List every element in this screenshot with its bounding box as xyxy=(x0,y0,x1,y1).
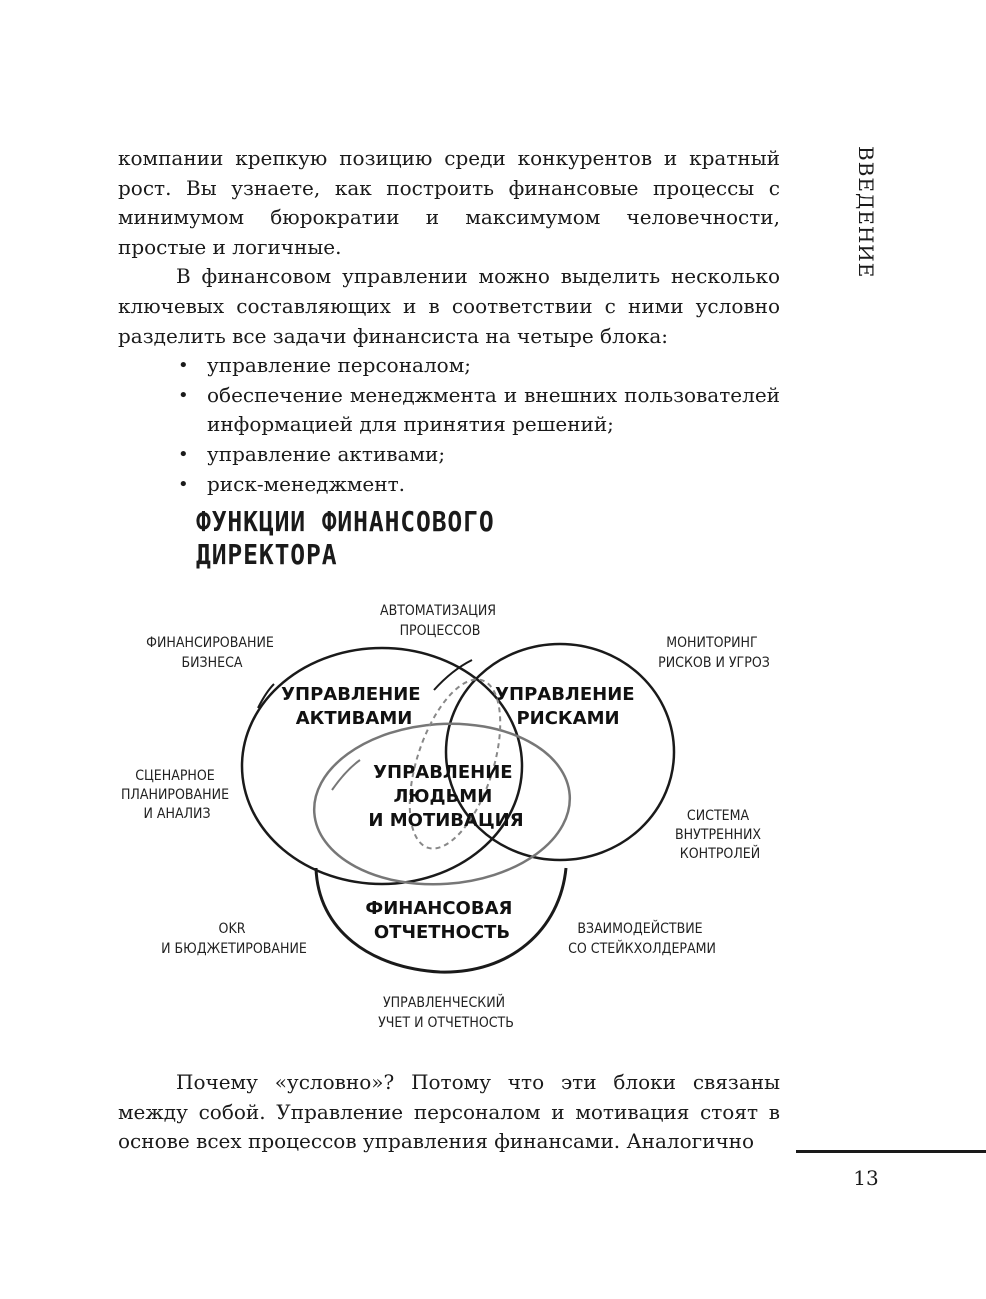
list-item: • управление активами; xyxy=(118,440,780,470)
label-reporting: ФИНАНСОВАЯ ОТЧЕТНОСТЬ xyxy=(365,898,513,943)
paragraph: компании крепкую позицию среди конкурентов и кратный рост. Вы узнаете, как построить финансовые процессы с минимумом бюрократии и максимумом человечности, простые и логичные. xyxy=(118,146,780,259)
list-item: • управление персоналом; xyxy=(118,351,780,381)
label-okr: OKR И БЮДЖЕТИРОВАНИЕ xyxy=(161,921,307,957)
label-assets: УПРАВЛЕНИЕ АКТИВАМИ xyxy=(281,684,421,729)
label-scenario: СЦЕНАРНОЕ ПЛАНИРОВАНИЕ И АНАЛИЗ xyxy=(120,768,230,822)
paragraph: Почему «условно»? Потому что эти блоки связаны между собой. Управление персоналом и мотивация стоят в основе всех процессов управления финансами. Аналогично xyxy=(118,1070,780,1154)
outro-text xyxy=(118,1068,780,1157)
section-title: ВВЕДЕНИЕ xyxy=(854,146,878,279)
figure-title: ФУНКЦИИ ФИНАНСОВОГО ДИРЕКТОРА xyxy=(196,505,495,571)
footer-rule xyxy=(796,1150,986,1153)
label-financing: ФИНАНСИРОВАНИЕ БИЗНЕСА xyxy=(146,635,274,671)
list-item: • риск-менеджмент. xyxy=(118,470,780,500)
label-automation: АВТОМАТИЗАЦИЯ ПРОЦЕССОВ xyxy=(379,603,497,639)
circle-assets-stroke-tail xyxy=(258,684,274,708)
label-stakeholders: ВЗАИМОДЕЙСТВИЕ СО СТЕЙКХОЛДЕРАМИ xyxy=(568,921,716,957)
list-item: • обеспечение менеджмента и внешних пользователей информацией для принятия решений; xyxy=(118,381,780,440)
paragraph: В финансовом управлении можно выделить несколько ключевых составляющих и в соответствии с ними условно разделить все задачи финансиста на четыре блока: xyxy=(118,264,780,348)
label-people: УПРАВЛЕНИЕ ЛЮДЬМИ И МОТИВАЦИЯ xyxy=(368,762,524,831)
label-monitoring: МОНИТОРИНГ РИСКОВ И УГРОЗ xyxy=(658,635,770,671)
label-controls: СИСТЕМА ВНУТРЕННИХ КОНТРОЛЕЙ xyxy=(674,808,762,862)
label-risks: УПРАВЛЕНИЕ РИСКАМИ xyxy=(495,684,635,729)
label-management-accounting: УПРАВЛЕНЧЕСКИЙ УЧЕТ И ОТЧЕТНОСТЬ xyxy=(378,995,514,1031)
page-number: 13 xyxy=(853,1166,879,1190)
